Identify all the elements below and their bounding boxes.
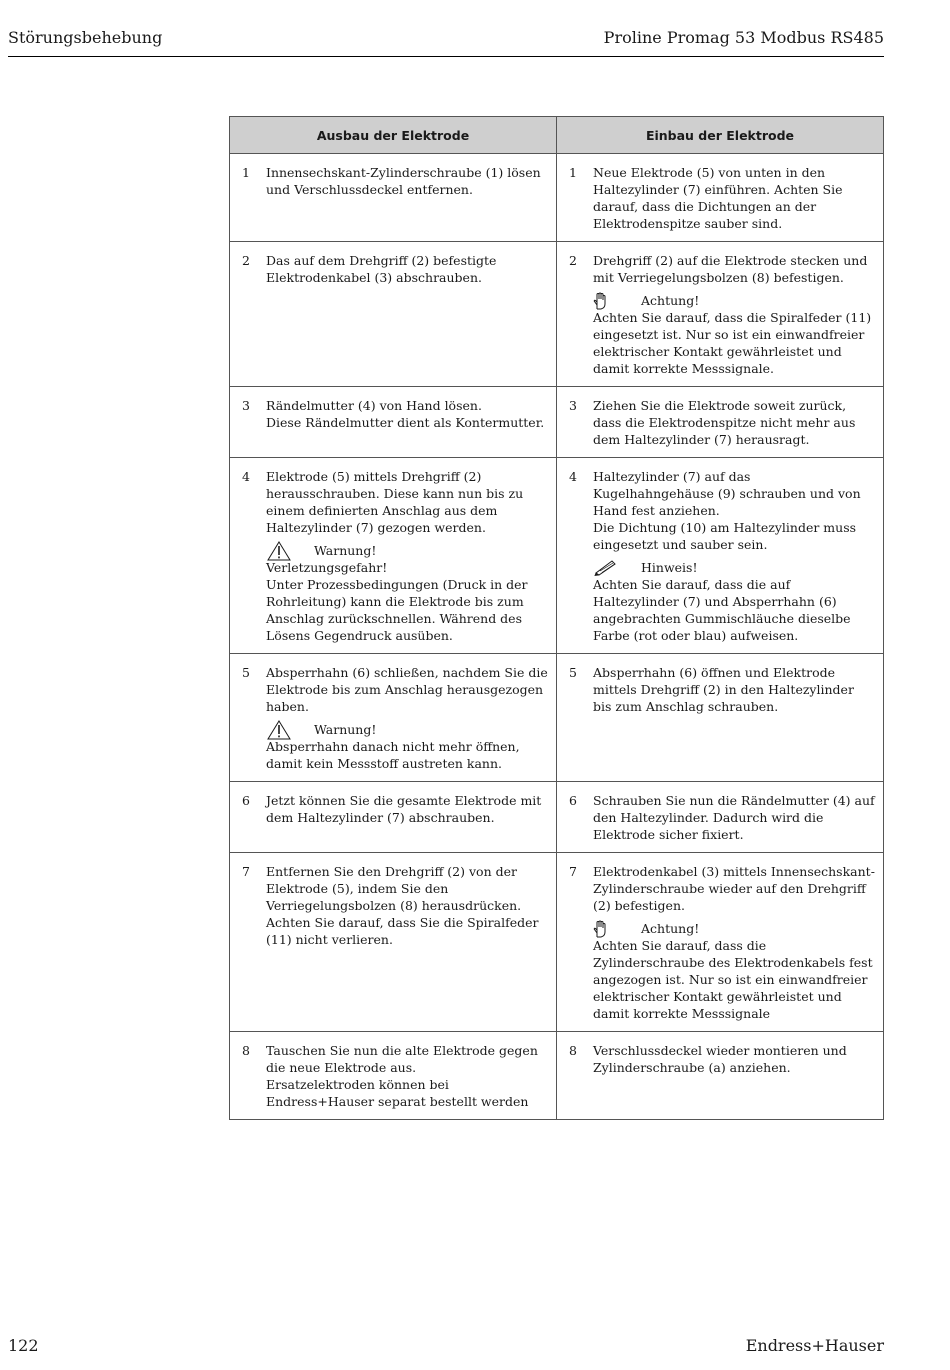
step-text-line: Ziehen Sie die Elektrode soweit zurück, dass die Elektrodenspitze nicht mehr aus dem Haltezylinder (7) herausragt. — [593, 398, 856, 447]
step-text-line: Elektrode (5) mittels Drehgriff (2) herausschrauben. Diese kann nun bis zu einem definierten Anschlag aus dem Haltezylinder (7) gezogen werden. — [266, 469, 524, 535]
step-content — [238, 664, 548, 772]
step-text — [266, 252, 548, 286]
step-text-line: Ersatzelektroden können bei Endress+Hauser separat bestellt werden — [266, 1077, 529, 1109]
note-title: Achtung! — [641, 921, 700, 936]
note-title: Warnung! — [314, 543, 377, 558]
note-text-line: Verletzungsgefahr! — [266, 560, 388, 575]
step-number: 6 — [242, 793, 250, 808]
step-text-line: Elektrodenkabel (3) mittels Innensechskant-Zylinderschraube wieder auf den Drehgriff (2) befestigen. — [593, 864, 875, 913]
step-text-line: Jetzt können Sie die gesamte Elektrode mit dem Haltezylinder (7) abschrauben. — [266, 793, 542, 825]
step-content — [238, 252, 548, 286]
note-header — [266, 542, 548, 559]
step-text — [266, 792, 548, 826]
step-text — [266, 1042, 548, 1110]
note-title: Warnung! — [314, 722, 377, 737]
step-text — [593, 863, 875, 1022]
table-row — [230, 154, 884, 242]
hand-caution-icon — [593, 920, 641, 938]
step-text-line: Entfernen Sie den Drehgriff (2) von der Elektrode (5), indem Sie den Verriegelungsbolzen (8) herausdrücken. Achten Sie darauf, dass Sie die Spiralfeder (11) nicht verlieren. — [266, 864, 539, 947]
note-title: Achtung! — [641, 293, 700, 308]
note-text-line: Unter Prozessbedingungen (Druck in der Rohrleitung) kann die Elektrode bis zum Anschlag zurückschnellen. Während des Lösens Gegendruck ausüben. — [266, 577, 528, 643]
step-content — [565, 252, 875, 377]
step-content — [238, 1042, 548, 1110]
page-number: 122 — [8, 1336, 39, 1355]
step-cell-right — [557, 654, 884, 782]
table-row — [230, 1032, 884, 1120]
step-content — [238, 164, 548, 198]
step-cell-right — [557, 1032, 884, 1120]
step-text-line: Diese Rändelmutter dient als Kontermutter. — [266, 415, 545, 430]
warning-triangle-icon — [266, 541, 314, 561]
step-content — [238, 397, 548, 431]
step-number: 2 — [569, 253, 577, 268]
step-text-line: Die Dichtung (10) am Haltezylinder muss eingesetzt und sauber sein. — [593, 520, 857, 552]
electrode-steps-table — [229, 116, 884, 1120]
step-note — [593, 559, 875, 644]
step-text-line: Haltezylinder (7) auf das Kugelhahngehäuse (9) schrauben und von Hand fest anziehen. — [593, 469, 861, 518]
step-note — [266, 721, 548, 772]
step-text-line: Das auf dem Drehgriff (2) befestigte Elektrodenkabel (3) abschrauben. — [266, 253, 497, 285]
column-header-removal: Ausbau der Elektrode — [230, 117, 557, 154]
step-text — [593, 664, 875, 715]
step-text-line: Absperrhahn (6) schließen, nachdem Sie die Elektrode bis zum Anschlag herausgezogen haben. — [266, 665, 548, 714]
note-text-line: Achten Sie darauf, dass die Spiralfeder (11) eingesetzt ist. Nur so ist ein einwandfreier elektrischer Kontakt gewährleistet und damit korrekte Messsignale. — [593, 310, 872, 376]
step-cell-right — [557, 154, 884, 242]
step-text-line: Verschlussdeckel wieder montieren und Zylinderschraube (a) anziehen. — [593, 1043, 847, 1075]
step-note — [266, 542, 548, 644]
step-text — [266, 164, 548, 198]
step-text — [266, 863, 548, 948]
step-number: 8 — [569, 1043, 577, 1058]
table-body — [230, 154, 884, 1120]
pencil-note-icon — [593, 560, 641, 576]
step-number: 7 — [242, 864, 250, 879]
step-text-line: Neue Elektrode (5) von unten in den Haltezylinder (7) einführen. Achten Sie darauf, dass die Dichtungen an der Elektrodenspitze sauber sind. — [593, 165, 843, 231]
step-text-line: Tauschen Sie nun die alte Elektrode gegen die neue Elektrode aus. — [266, 1043, 538, 1075]
step-content — [238, 468, 548, 644]
step-text-line: Drehgriff (2) auf die Elektrode stecken und mit Verriegelungsbolzen (8) befestigen. — [593, 253, 868, 285]
step-number: 1 — [242, 165, 250, 180]
table-row — [230, 853, 884, 1032]
step-content — [238, 792, 548, 826]
step-cell-right — [557, 242, 884, 387]
document-title: Proline Promag 53 Modbus RS485 — [603, 28, 884, 47]
step-text-line: Schrauben Sie nun die Rändelmutter (4) auf den Haltezylinder. Dadurch wird die Elektrode sicher fixiert. — [593, 793, 875, 842]
hand-caution-icon — [593, 292, 641, 310]
table-header-row — [230, 117, 884, 154]
step-text — [593, 1042, 875, 1076]
brand-name: Endress+Hauser — [745, 1336, 884, 1355]
step-cell-right — [557, 458, 884, 654]
step-number: 6 — [569, 793, 577, 808]
step-cell-left — [230, 853, 557, 1032]
step-cell-right — [557, 387, 884, 458]
note-header — [266, 721, 548, 738]
step-content — [565, 792, 875, 843]
step-content — [565, 397, 875, 448]
table-row — [230, 782, 884, 853]
note-header — [593, 559, 875, 576]
step-text — [266, 397, 548, 431]
step-cell-left — [230, 782, 557, 853]
step-text — [593, 252, 875, 377]
step-cell-right — [557, 782, 884, 853]
note-header — [593, 920, 875, 937]
step-cell-left — [230, 387, 557, 458]
step-number: 4 — [569, 469, 577, 484]
step-note — [593, 920, 875, 1022]
step-cell-left — [230, 458, 557, 654]
step-text — [593, 468, 875, 644]
step-number: 5 — [242, 665, 250, 680]
note-title: Hinweis! — [641, 560, 698, 575]
note-text-line: Absperrhahn danach nicht mehr öffnen, damit kein Messstoff austreten kann. — [266, 739, 520, 771]
step-number: 7 — [569, 864, 577, 879]
table-row — [230, 458, 884, 654]
table-row — [230, 387, 884, 458]
step-number: 4 — [242, 469, 250, 484]
warning-triangle-icon — [266, 720, 314, 740]
step-number: 8 — [242, 1043, 250, 1058]
step-text — [266, 468, 548, 644]
step-cell-left — [230, 1032, 557, 1120]
step-number: 3 — [569, 398, 577, 413]
step-number: 2 — [242, 253, 250, 268]
note-text-line: Achten Sie darauf, dass die Zylinderschraube des Elektrodenkabels fest angezogen ist. Nur so ist ein einwandfreier elektrischer Kontakt gewährleistet und damit korrekte Messsignale — [593, 938, 873, 1021]
column-header-installation: Einbau der Elektrode — [557, 117, 884, 154]
step-content — [565, 863, 875, 1022]
step-cell-left — [230, 242, 557, 387]
step-cell-left — [230, 654, 557, 782]
step-text — [593, 792, 875, 843]
note-header — [593, 292, 875, 309]
step-text — [593, 164, 875, 232]
header-divider — [8, 56, 884, 57]
step-text — [593, 397, 875, 448]
step-content — [565, 1042, 875, 1076]
step-number: 3 — [242, 398, 250, 413]
step-cell-right — [557, 853, 884, 1032]
step-content — [565, 468, 875, 644]
step-number: 5 — [569, 665, 577, 680]
table-row — [230, 654, 884, 782]
step-content — [565, 164, 875, 232]
table-row — [230, 242, 884, 387]
step-text — [266, 664, 548, 772]
step-cell-left — [230, 154, 557, 242]
step-content — [238, 863, 548, 948]
step-text-line: Innensechskant-Zylinderschraube (1) lösen und Verschlussdeckel entfernen. — [266, 165, 541, 197]
note-text-line: Achten Sie darauf, dass die auf Haltezylinder (7) und Absperrhahn (6) angebrachten Gummischläuche dieselbe Farbe (rot oder blau) aufweisen. — [593, 577, 851, 643]
step-note — [593, 292, 875, 377]
step-number: 1 — [569, 165, 577, 180]
step-content — [565, 664, 875, 715]
step-text-line: Rändelmutter (4) von Hand lösen. — [266, 398, 482, 413]
section-title: Störungsbehebung — [8, 28, 163, 47]
step-text-line: Absperrhahn (6) öffnen und Elektrode mittels Drehgriff (2) in den Haltezylinder bis zum Anschlag schrauben. — [593, 665, 854, 714]
